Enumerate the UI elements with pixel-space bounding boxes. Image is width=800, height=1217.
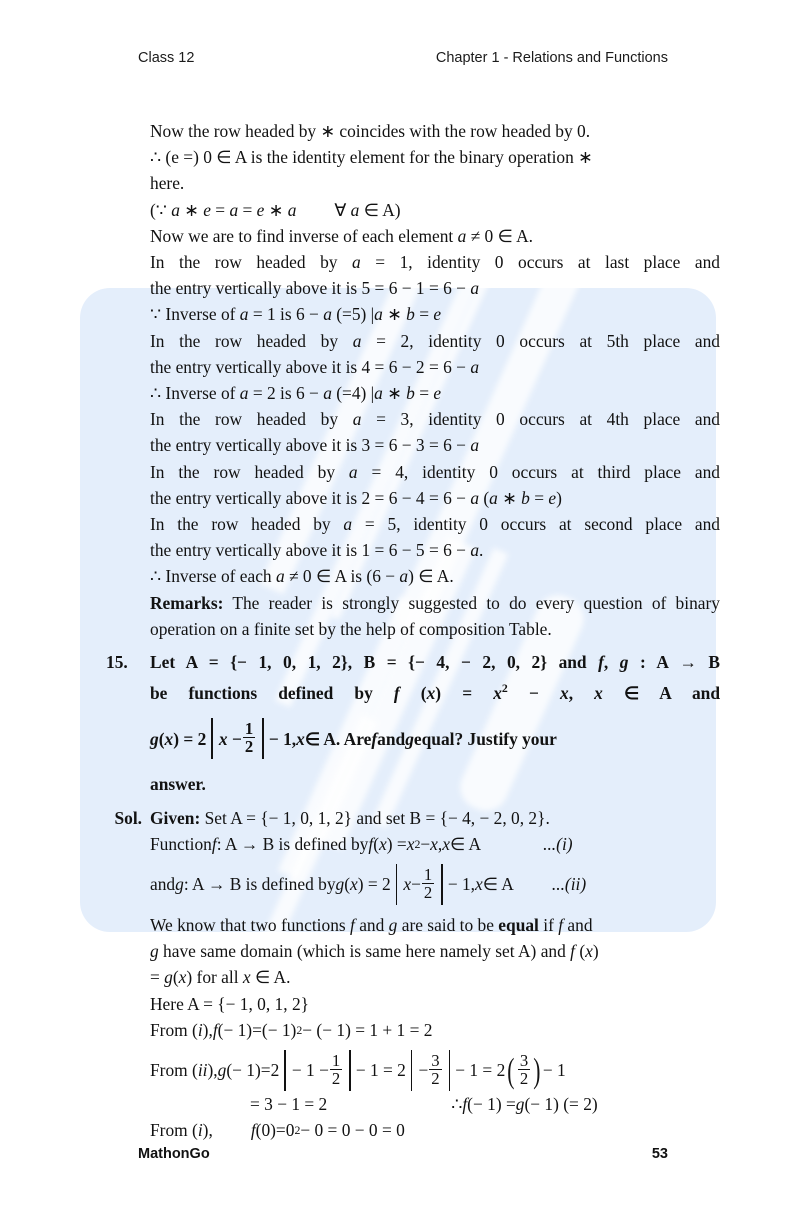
header-class-label: Class 12 bbox=[138, 50, 195, 66]
solution-text bbox=[150, 805, 720, 1144]
header-chapter-label: Chapter 1 - Relations and Functions bbox=[435, 50, 668, 66]
solution-line: = g(x) for all x ∈ A. bbox=[150, 967, 291, 988]
abs-bar-left bbox=[396, 864, 398, 905]
text-line: the entry vertically above it is 4 = 6 − 2 = 6 − a bbox=[150, 356, 480, 377]
page-header bbox=[138, 50, 668, 66]
text-line: In the row headed by a = 1, identity 0 occurs at last place and bbox=[150, 252, 720, 273]
question-number: 15. bbox=[106, 652, 128, 673]
abs-bar-right bbox=[449, 1050, 451, 1091]
fraction-one-half: $\frac{1}{2}$ bbox=[331, 1050, 341, 1088]
page-footer bbox=[138, 1146, 668, 1162]
abs-bar-left bbox=[211, 718, 213, 759]
for-all-icon: ∀ bbox=[334, 199, 347, 220]
text-line: (∵ a ∗ e = a = e ∗ a ∀ a ∈ A) bbox=[150, 199, 401, 220]
spacer bbox=[104, 798, 720, 805]
paren-left: ( bbox=[507, 1050, 515, 1090]
text-line: In the row headed by a = 2, identity 0 occurs at 5th place and bbox=[150, 330, 720, 351]
solution-line: Given: Set A = {− 1, 0, 1, 2} and set B = {− 4, − 2, 0, 2}. bbox=[150, 807, 550, 828]
abs-bar-right bbox=[262, 718, 264, 759]
solution-line-fn-ii: and g : A → B is defined by g ( x ) = 2 x − $\frac{1}{2}$ − 1, x ∈ A ...(ii) bbox=[150, 864, 720, 905]
text-line: ∵ Inverse of a = 1 is 6 − a (=5) |a ∗ b = e bbox=[150, 304, 442, 325]
text-line: In the row headed by a = 5, identity 0 occurs at second place and bbox=[150, 514, 720, 535]
spacer bbox=[150, 905, 720, 912]
text-line: Now we are to find inverse of each element a ≠ 0 ∈ A. bbox=[150, 225, 534, 246]
solution-result-line: = 3 − 1 = 2 ∴ f (− 1) = g (− 1) (= 2) bbox=[250, 1094, 598, 1115]
solution-label: Sol. bbox=[114, 807, 142, 828]
question-line: Let A = {− 1, 0, 1, 2}, B = {− 4, − 2, 0, 2} and f, g : A → B bbox=[150, 652, 720, 673]
abs-bar-left bbox=[411, 1050, 413, 1091]
question-text bbox=[150, 649, 720, 797]
spacer bbox=[104, 642, 720, 649]
question-line: be functions defined by f $(x) = x^2 - x$, x ∈ A and bbox=[150, 681, 721, 704]
spacer bbox=[150, 857, 720, 864]
abs-bar-right bbox=[441, 864, 443, 905]
spacer bbox=[150, 1043, 720, 1050]
text-line: the entry vertically above it is 3 = 6 − 3 = 6 − a bbox=[150, 435, 480, 456]
text-line: the entry vertically above it is 1 = 6 − 5 = 6 − a. bbox=[150, 540, 484, 561]
solution-line-fn-i: Function f : A → B is defined by f ( x ) = x 2 − x , x ∈ A ...(i) bbox=[150, 831, 720, 857]
solution-line-from-i-2: From ( i ), f (0)=0 2 − 0 = 0 − 0 = 0 bbox=[150, 1120, 405, 1141]
abs-bar-right bbox=[349, 1050, 351, 1091]
footer-page-number: 53 bbox=[651, 1146, 668, 1162]
solution-block bbox=[104, 805, 720, 1144]
text-line: Now the row headed by ∗ coincides with the row headed by 0. bbox=[150, 121, 591, 141]
spacer bbox=[150, 759, 720, 771]
equation-ref-i: ...(i) bbox=[543, 833, 573, 854]
fraction-three-halves: $\frac{3}{2}$ bbox=[431, 1050, 440, 1088]
solution-line: Here A = {− 1, 0, 1, 2} bbox=[150, 993, 309, 1014]
paren-right: ) bbox=[533, 1050, 541, 1090]
question-15 bbox=[104, 649, 720, 797]
text-line: ∴ (e =) 0 ∈ A is the identity element for the binary operation ∗ bbox=[150, 147, 593, 168]
remarks-label: Remarks: bbox=[150, 592, 224, 613]
solution-line: g have same domain (which is same here namely set A) and f (x) bbox=[150, 941, 599, 962]
question-line: answer. bbox=[150, 774, 206, 795]
fraction-one-half: $\frac{1}{2}$ bbox=[423, 864, 433, 902]
abs-bar-left bbox=[284, 1050, 286, 1091]
document-body bbox=[104, 118, 720, 1143]
solution-line-from-i: From ( i ), f (− 1)=(− 1) 2 − (− 1) = 1 + 1 = 2 bbox=[150, 1019, 433, 1040]
text-line: In the row headed by a = 4, identity 0 occurs at third place and bbox=[150, 461, 720, 482]
text-line: here. bbox=[150, 173, 185, 194]
remarks-paragraph: Remarks: The reader is strongly suggested to do every question of binary operation on a finite set by the help of composition Table. bbox=[150, 592, 720, 639]
text-line: ∴ Inverse of each a ≠ 0 ∈ A is (6 − a) ∈ A. bbox=[150, 566, 454, 587]
solution-line-from-ii: From ( ii ), g (− 1)=2 − 1 − $\frac{1}{2}$ − 1 = 2 − $\frac{3}{2}$ − 1 = 2 ( $\frac{3}{2}$ ) − 1 bbox=[150, 1050, 566, 1090]
text-line: the entry vertically above it is 2 = 6 − 4 = 6 − a (a ∗ b = e) bbox=[150, 487, 562, 508]
question-formula-gx: g ( x ) = 2 x − $\frac{1}{2}$ − 1, x ∈ A. Are f and g equal? Justify your bbox=[150, 718, 720, 759]
grouping-parentheses bbox=[505, 1050, 543, 1090]
fraction-three-halves: $\frac{3}{2}$ bbox=[519, 1050, 529, 1088]
absolute-value-bars: x − $\frac{1}{2}$ bbox=[391, 864, 448, 905]
footer-brand: MathonGo bbox=[138, 1146, 210, 1162]
absolute-value-bars: x − $\frac{1}{2}$ bbox=[206, 718, 269, 759]
equation-ref-ii: ...(ii) bbox=[551, 874, 587, 895]
fraction-one-half: $\frac{1}{2}$ bbox=[244, 718, 254, 756]
absolute-value-bars: − 1 − $\frac{1}{2}$ bbox=[279, 1050, 356, 1091]
absolute-value-bars: − $\frac{3}{2}$ bbox=[406, 1050, 455, 1091]
text-line: ∴ Inverse of a = 2 is 6 − a (=4) |a ∗ b = e bbox=[150, 383, 442, 404]
text-line: the entry vertically above it is 5 = 6 − 1 = 6 − a bbox=[150, 278, 480, 299]
text-line: In the row headed by a = 3, identity 0 occurs at 4th place and bbox=[150, 409, 720, 430]
solution-line: We know that two functions f and g are said to be equal if f and bbox=[150, 915, 593, 935]
spacer bbox=[150, 706, 720, 718]
